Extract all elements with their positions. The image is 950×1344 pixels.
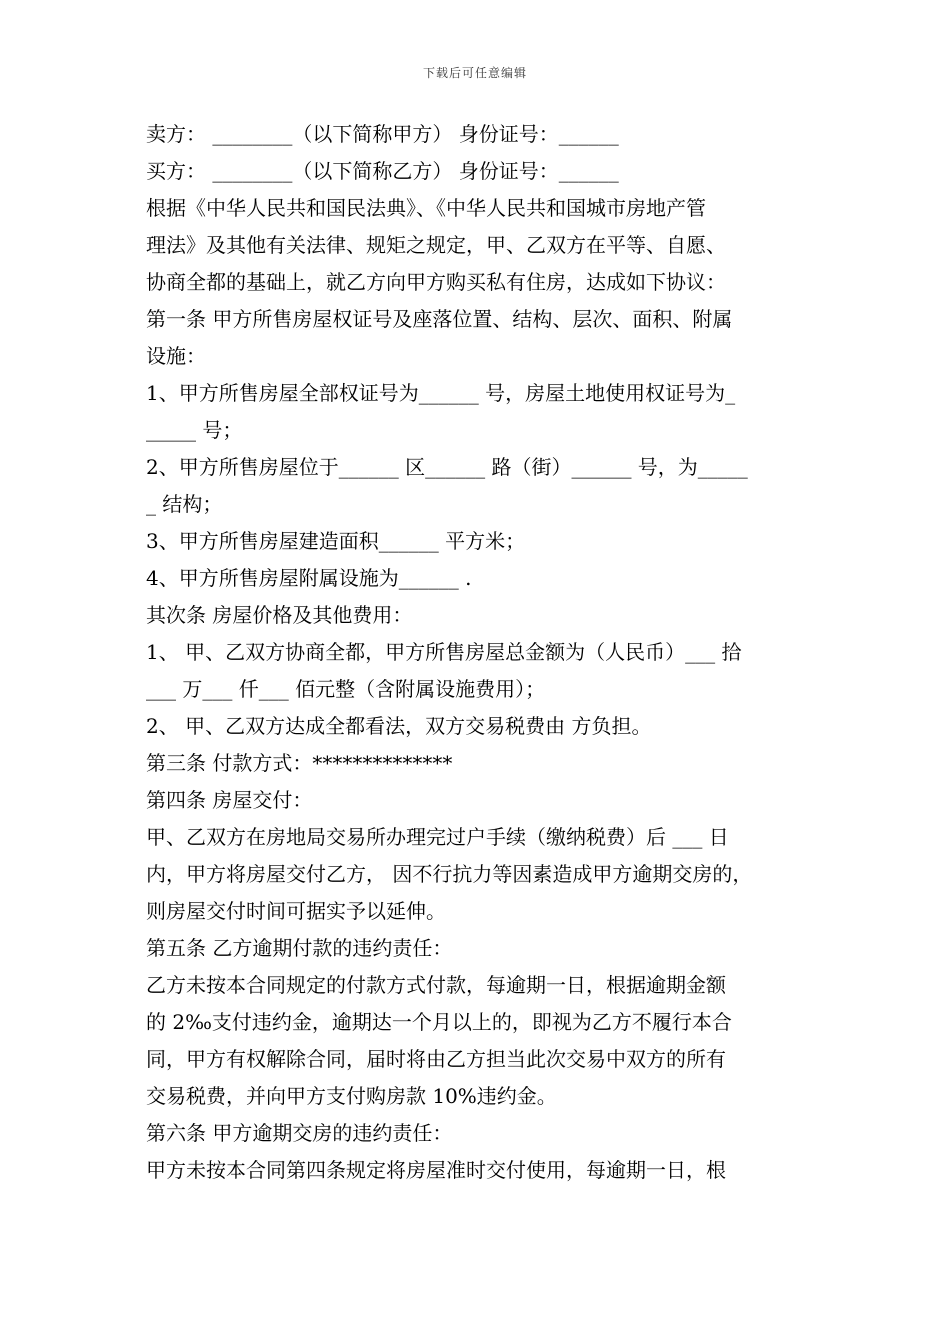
article-4-text-1: 甲、乙双方在房地局交易所办理完过户手续（缴纳税费）后 ___ 日 [146,825,729,849]
article-4-heading: 第四条 房屋交付： [146,788,313,812]
preamble-line-2: 理法》及其他有关法律、规矩之规定，甲、乙双方在平等、自愿、 [146,233,726,257]
article-1-item-1-cont: _____ 号； [146,418,243,442]
article-3-heading: 第三条 付款方式：************** [146,751,453,775]
article-2-item-1: 1、 甲、乙双方协商全都，甲方所售房屋总金额为（人民币）___ 拾 [146,640,742,664]
article-4-text-2: 内，甲方将房屋交付乙方， 因不行抗力等因素造成甲方逾期交房的， [146,862,753,886]
article-4-text-3: 则房屋交付时间可据实予以延伸。 [146,899,446,923]
preamble-line-3: 协商全都的基础上，就乙方向甲方购买私有住房，达成如下协议： [146,270,726,294]
header-note: 下载后可任意编辑 [422,66,527,80]
article-2-item-2: 2、 甲、乙双方达成全都看法，双方交易税费由 方负担。 [146,714,652,738]
article-5-heading: 第五条 乙方逾期付款的违约责任： [146,936,453,960]
seller-line: 卖方： ________（以下简称甲方） 身份证号：______ [146,122,619,146]
article-5-text-2: 的 2‰支付违约金，逾期达一个月以上的，即视为乙方不履行本合 [146,1010,732,1034]
article-1-item-2: 2、甲方所售房屋位于______ 区______ 路（街）______ 号，为_____ [146,455,748,479]
article-2-heading: 其次条 房屋价格及其他费用： [146,603,413,627]
buyer-line: 买方： ________（以下简称乙方） 身份证号：______ [146,159,619,183]
article-6-heading: 第六条 甲方逾期交房的违约责任： [146,1121,453,1145]
article-1-item-1: 1、甲方所售房屋全部权证号为______ 号，房屋土地使用权证号为_ [146,381,736,405]
article-5-text-4: 交易税费，并向甲方支付购房款 10%违约金。 [146,1084,557,1108]
article-1-item-2-cont: _ 结构； [146,492,223,516]
contract-body [146,116,811,1189]
article-1-item-4: 4、甲方所售房屋附属设施为______ . [146,566,472,590]
article-2-item-1-cont: ___ 万___ 仟___ 佰元整（含附属设施费用）； [146,677,546,701]
article-5-text-3: 同，甲方有权解除合同，届时将由乙方担当此次交易中双方的所有 [146,1047,726,1071]
article-1-item-3: 3、甲方所售房屋建造面积______ 平方米； [146,529,526,553]
article-1-heading-cont: 设施： [146,344,206,368]
article-1-heading: 第一条 甲方所售房屋权证号及座落位置、结构、层次、面积、附属 [146,307,733,331]
article-6-text-1: 甲方未按本合同第四条规定将房屋准时交付使用，每逾期一日，根 [146,1158,726,1182]
preamble-line-1: 根据《中华人民共和国民法典》、《中华人民共和国城市房地产管 [146,196,706,220]
article-5-text-1: 乙方未按本合同规定的付款方式付款，每逾期一日，根据逾期金额 [146,973,726,997]
